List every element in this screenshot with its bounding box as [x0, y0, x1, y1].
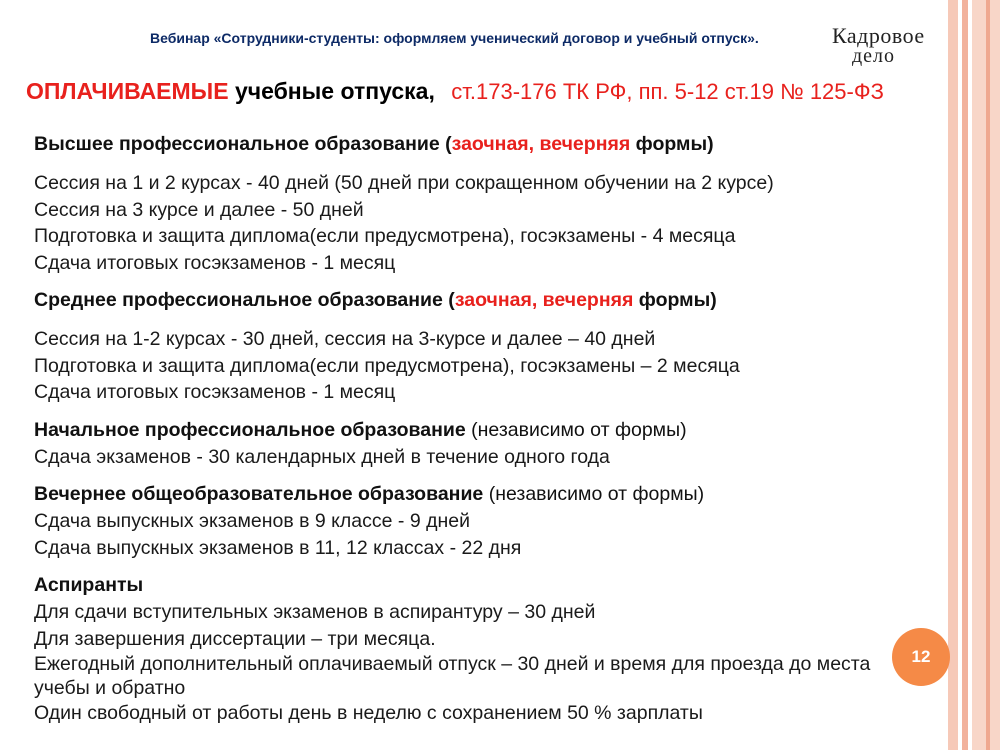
- heading-text: Вечернее общеобразовательное образование: [34, 483, 484, 505]
- list-item: Ежегодный дополнительный оплачиваемый отпуск – 30 дней и время для проезда до места учебы и обратно: [34, 653, 871, 699]
- list-item: Сдача экзаменов - 30 календарных дней в течение одного года: [34, 445, 610, 468]
- list-item: Один свободный от работы день в неделю с сохранением 50 % зарплаты: [34, 702, 703, 724]
- heading-note: (независимо от формы): [483, 483, 705, 505]
- page-number-badge: 12: [892, 628, 950, 686]
- title-rest: учебные отпуска,: [234, 78, 435, 104]
- slide-title: [26, 78, 956, 105]
- list-item: Сессия на 3 курсе и далее - 50 дней: [34, 198, 364, 221]
- heading-text: формы): [633, 289, 717, 311]
- heading-highlight: заочная, вечерняя: [451, 133, 631, 155]
- heading-highlight: заочная, вечерняя: [454, 289, 634, 311]
- list-item: Подготовка и защита диплома(если предусмотрена), госэкзамены - 4 месяца: [34, 225, 736, 247]
- list-item: Для сдачи вступительных экзаменов в аспирантуру – 30 дней: [34, 601, 596, 623]
- decorative-stripe: [962, 0, 968, 750]
- section-heading-postgrad: Аспиранты: [34, 574, 144, 596]
- slide-content: [34, 130, 934, 727]
- section-heading-higher: [34, 130, 934, 158]
- kadrovoe-delo-logo: [832, 23, 942, 67]
- list-item: Подготовка и защита диплома(если предусмотрена), госэкзамены – 2 месяца: [34, 354, 740, 377]
- decorative-stripe: [948, 0, 958, 750]
- list-item: Сдача итоговых госэкзаменов - 1 месяц: [34, 381, 396, 403]
- heading-note: (независимо от формы): [465, 418, 687, 441]
- logo-line-1: Кадровое: [832, 23, 925, 48]
- list-item: Сессия на 1-2 курсах - 30 дней, сессия на 3-курсе и далее – 40 дней: [34, 328, 656, 350]
- heading-text: Среднее профессиональное образование (: [34, 289, 455, 311]
- decorative-stripe: [986, 0, 990, 750]
- title-reference: ст.173-176 ТК РФ, пп. 5-12 ст.19 № 125-ФЗ: [451, 79, 884, 104]
- heading-text: Начальное профессиональное образование: [34, 418, 466, 441]
- logo-line-2: дело: [852, 45, 896, 67]
- heading-text: формы): [630, 133, 714, 155]
- list-item: Сдача выпускных экзаменов в 9 классе - 9 дней: [34, 510, 470, 532]
- section-heading-primary: [34, 416, 934, 444]
- list-item: Для завершения диссертации – три месяца.: [34, 627, 436, 650]
- webinar-header: Вебинар «Сотрудники-студенты: оформляем ученический договор и учебный отпуск».: [150, 30, 759, 46]
- list-item: Сдача итоговых госэкзаменов - 1 месяц: [34, 251, 396, 274]
- section-heading-secondary: [34, 286, 934, 314]
- section-heading-evening: [34, 480, 934, 508]
- list-item: Сдача выпускных экзаменов в 11, 12 классах - 22 дня: [34, 536, 522, 559]
- list-item: Сессия на 1 и 2 курсах - 40 дней (50 дней при сокращенном обучении на 2 курсе): [34, 172, 774, 194]
- title-highlight: ОПЛАЧИВАЕМЫЕ: [26, 78, 229, 104]
- heading-text: Высшее профессиональное образование (: [34, 133, 452, 155]
